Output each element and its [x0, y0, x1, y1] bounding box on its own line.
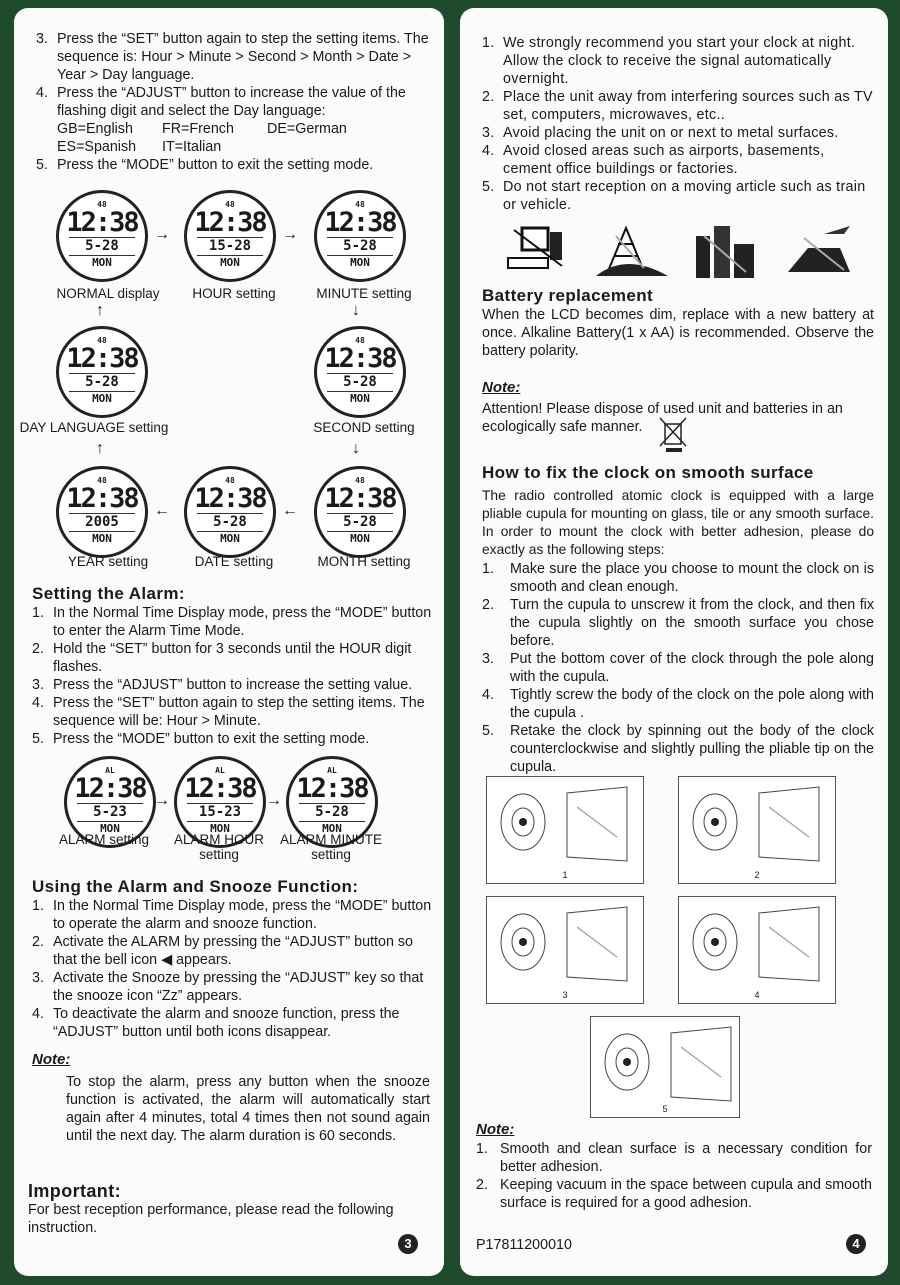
- power-tower-icon: [596, 222, 668, 278]
- lcd-time: 12:38: [184, 773, 256, 804]
- display-caption: SECOND setting: [313, 420, 415, 435]
- list-item: 2. Hold the “SET” button for 3 seconds until the HOUR digit flashes.: [32, 641, 412, 675]
- arrow-icon: ↓: [352, 440, 360, 457]
- lcd-date: 5-28: [327, 373, 393, 392]
- lcd-indicator: 48: [355, 336, 365, 345]
- lcd-date: 5-28: [197, 513, 263, 532]
- display-caption: NORMAL display: [56, 286, 160, 301]
- watch-display: [184, 466, 276, 558]
- lcd-date: 5-28: [69, 237, 135, 256]
- cupula-illustration: [487, 897, 645, 991]
- list-item: 1. In the Normal Time Display mode, press the “MODE” button to operate the alarm and snooze function.: [32, 898, 432, 932]
- lcd-date: 5-28: [327, 513, 393, 532]
- cupula-illustration: [591, 1017, 741, 1105]
- list-item: 3. Activate the Snooze by pressing the “ADJUST” key so that the snooze icon “Zz” appears.: [32, 970, 424, 1004]
- list-item: 4. Avoid closed areas such as airports, basements, cement office buildings or factories.: [482, 143, 825, 177]
- lcd-indicator: 48: [225, 476, 235, 485]
- arrow-icon: ↓: [352, 302, 360, 319]
- language-list: [57, 120, 431, 156]
- lcd-day: MON: [92, 392, 112, 405]
- computer-icon: [502, 222, 574, 278]
- lcd-day: MON: [322, 822, 342, 835]
- watch-display: [56, 326, 148, 418]
- product-code: P17811200010: [476, 1237, 572, 1253]
- arrow-icon: ←: [282, 502, 298, 519]
- list-item: 4. Press the “ADJUST” button to increase the value of the flashing digit and select the Day language: GB=English FR=French DE=German ES=Spanish IT=Italian: [36, 84, 431, 156]
- lcd-day: MON: [350, 256, 370, 269]
- list-item: 2. Activate the ALARM by pressing the “ADJUST” button so that the bell icon ◀ appears.: [32, 934, 413, 968]
- note-label: Note:: [32, 1051, 71, 1068]
- list-item: 3. Press the “ADJUST” button to increase the setting value.: [32, 677, 413, 693]
- lcd-indicator: 48: [355, 200, 365, 209]
- list-item: 3. Avoid placing the unit on or next to metal surfaces.: [482, 125, 839, 141]
- lcd-indicator: 48: [355, 476, 365, 485]
- recycle-bin-icon: [658, 416, 688, 452]
- mounting-figure: [486, 776, 644, 884]
- display-caption: DAY LANGUAGE setting: [19, 420, 169, 435]
- battery-heading: Battery replacement: [482, 286, 654, 305]
- lcd-date: 5-28: [299, 803, 365, 822]
- language-item: IT=Italian: [162, 139, 222, 155]
- list-item: 3. Press the “SET” button again to step the setting items. The sequence is: Hour > Minute > Second > Month > Date > Year > Day language.: [36, 31, 429, 83]
- list-item: 1. Smooth and clean surface is a necessary condition for better adhesion.: [476, 1141, 872, 1175]
- page-number: 4: [846, 1234, 866, 1254]
- list-item: 2. Keeping vacuum in the space between cupula and smooth surface is required for a good adhesion.: [476, 1177, 872, 1211]
- important-text: For best reception performance, please read the following instruction.: [28, 1202, 394, 1236]
- display-caption: ALARM HOUR setting: [173, 832, 264, 862]
- arrow-icon: →: [266, 792, 282, 809]
- arrow-icon: →: [282, 226, 298, 243]
- lcd-time: 12:38: [324, 207, 396, 238]
- lcd-day: MON: [350, 532, 370, 545]
- display-caption: MONTH setting: [317, 554, 411, 569]
- lcd-day: MON: [350, 392, 370, 405]
- arrow-icon: →: [154, 226, 170, 243]
- lcd-day: MON: [210, 822, 230, 835]
- lcd-indicator: 48: [97, 336, 107, 345]
- mount-intro: The radio controlled atomic clock is equipped with a large pliable cupula for mounting on glass, tile or any smooth surface. In order to mount the clock with better adhesion, please do exactly as the following steps:: [482, 488, 874, 557]
- arrow-icon: →: [154, 792, 170, 809]
- lcd-day: MON: [220, 532, 240, 545]
- page-number: 3: [398, 1234, 418, 1254]
- lcd-date: 5-28: [327, 237, 393, 256]
- lcd-indicator: 48: [97, 200, 107, 209]
- display-caption: YEAR setting: [67, 554, 149, 569]
- mount-steps: [482, 560, 874, 776]
- mounting-figure: [486, 896, 644, 1004]
- lcd-date: 2005: [69, 513, 135, 532]
- important-heading: Important:: [28, 1181, 121, 1201]
- watch-display: [56, 466, 148, 558]
- arrow-icon: ↑: [96, 440, 104, 457]
- note-text: To stop the alarm, press any button when the snooze function is activated, the alarm will automatically start again after 4 minutes, total 4 times then not sound again until the next day. The alarm duration is 60 seconds.: [66, 1074, 430, 1144]
- lcd-date: 5-23: [77, 803, 143, 822]
- lcd-time: 12:38: [66, 207, 138, 238]
- display-caption: DATE setting: [194, 554, 274, 569]
- lcd-time: 12:38: [66, 343, 138, 374]
- battery-text: When the LCD becomes dim, replace with a new battery at once. Alkaline Battery(1 x AA) is recommended. Observe the battery polarity.: [482, 307, 874, 359]
- cupula-illustration: [487, 777, 645, 871]
- alarm-heading: Setting the Alarm:: [32, 584, 185, 603]
- cupula-illustration: [679, 777, 837, 871]
- lcd-time: 12:38: [324, 343, 396, 374]
- lcd-day: MON: [92, 256, 112, 269]
- lcd-time: 12:38: [296, 773, 368, 804]
- note-label: Note:: [476, 1121, 515, 1138]
- figure-number: 5: [662, 1104, 668, 1114]
- list-item: 4. To deactivate the alarm and snooze function, press the “ADJUST” button until both icons disappear.: [32, 1006, 400, 1040]
- setting-steps: [36, 30, 431, 174]
- watch-display: [56, 190, 148, 282]
- lcd-time: 12:38: [194, 207, 266, 238]
- lcd-indicator: AL: [105, 766, 115, 775]
- figure-number: 3: [562, 990, 568, 1000]
- watch-display: [184, 190, 276, 282]
- list-item: 4. Press the “SET” button again to step the setting items. The sequence will be: Hour > Minute.: [32, 695, 425, 729]
- lcd-day: MON: [100, 822, 120, 835]
- lcd-date: 5-28: [69, 373, 135, 392]
- list-item: 4. Tightly screw the body of the clock on the pole along with the cupula .: [482, 687, 874, 721]
- lcd-time: 12:38: [324, 483, 396, 514]
- lcd-time: 12:38: [74, 773, 146, 804]
- list-item: 1. Make sure the place you choose to mount the clock on is smooth and clean enough.: [482, 561, 874, 595]
- alarm-steps: [32, 604, 432, 748]
- note-text: Attention! Please dispose of used unit and batteries in an ecologically safe manner.: [482, 401, 843, 435]
- lcd-day: MON: [92, 532, 112, 545]
- snooze-heading: Using the Alarm and Snooze Function:: [32, 877, 359, 896]
- reception-steps: [482, 34, 874, 214]
- watch-display: [314, 466, 406, 558]
- watch-display: [314, 326, 406, 418]
- display-caption: HOUR setting: [192, 286, 276, 301]
- arrow-icon: ↑: [96, 302, 104, 319]
- list-item: 2. Turn the cupula to unscrew it from the clock, and then fix the cupula slightly on the smooth surface you chose before.: [482, 597, 874, 649]
- mounting-figure: [678, 776, 836, 884]
- mount-heading: How to fix the clock on smooth surface: [482, 463, 814, 482]
- lcd-indicator: AL: [327, 766, 337, 775]
- snooze-steps: [32, 897, 432, 1041]
- figure-number: 4: [754, 990, 760, 1000]
- list-item: 5. Do not start reception on a moving article such as train or vehicle.: [482, 179, 866, 213]
- lcd-indicator: AL: [215, 766, 225, 775]
- list-item: 2. Place the unit away from interfering sources such as TV set, computers, microwaves, etc..: [482, 89, 873, 123]
- watch-display: [314, 190, 406, 282]
- list-item: 5. Press the “MODE” button to exit the setting mode.: [32, 731, 370, 747]
- list-item: 1. In the Normal Time Display mode, press the “MODE” button to enter the Alarm Time Mode.: [32, 605, 432, 639]
- lcd-date: 15-28: [197, 237, 263, 256]
- lcd-time: 12:38: [194, 483, 266, 514]
- figure-number: 1: [562, 870, 568, 880]
- cupula-illustration: [679, 897, 837, 991]
- list-item: 3. Put the bottom cover of the clock through the pole along with the cupula.: [482, 651, 874, 685]
- display-caption: ALARM MINUTE setting: [279, 832, 382, 862]
- note-items: [476, 1140, 872, 1212]
- page-3: [14, 8, 444, 1276]
- vehicle-icon: [784, 222, 856, 278]
- figure-number: 2: [754, 870, 760, 880]
- display-caption: MINUTE setting: [316, 286, 412, 301]
- language-item: FR=French: [162, 121, 234, 137]
- display-caption: ALARM setting: [58, 832, 150, 847]
- buildings-icon: [690, 222, 762, 278]
- note-label: Note:: [482, 379, 521, 396]
- list-item: 1. We strongly recommend you start your clock at night. Allow the clock to receive the signal automatically overnight.: [482, 35, 856, 87]
- page-4: [460, 8, 888, 1276]
- list-item: 5. Retake the clock by spinning out the body of the clock counterclockwise and slightly pulling the pliable tip on the cupula.: [482, 723, 874, 775]
- lcd-indicator: 48: [225, 200, 235, 209]
- mounting-figure: [678, 896, 836, 1004]
- mounting-figure: [590, 1016, 740, 1118]
- language-item: ES=Spanish: [57, 139, 137, 155]
- arrow-icon: ←: [154, 502, 170, 519]
- list-item: 5. Press the “MODE” button to exit the setting mode.: [36, 157, 374, 173]
- lcd-indicator: 48: [97, 476, 107, 485]
- language-item: GB=English: [57, 121, 133, 137]
- lcd-date: 15-23: [187, 803, 253, 822]
- lcd-day: MON: [220, 256, 240, 269]
- lcd-time: 12:38: [66, 483, 138, 514]
- language-item: DE=German: [267, 121, 347, 137]
